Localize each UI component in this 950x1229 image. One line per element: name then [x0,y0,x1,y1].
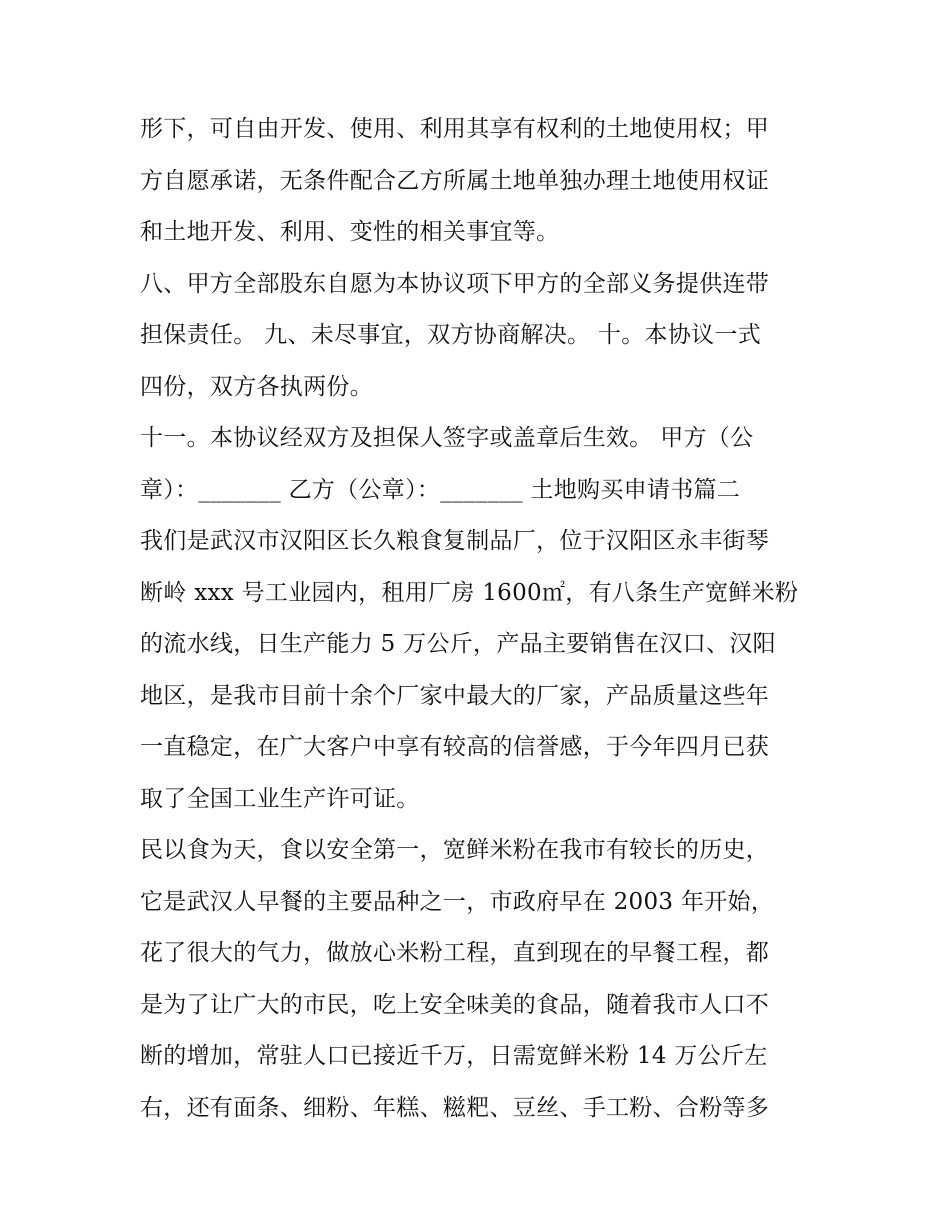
text-line: 的流水线，日生产能力 5 万公斤，产品主要销售在汉口、汉阳 [140,631,776,657]
text-line: 地区，是我市目前十余个厂家中最大的厂家，产品质量这些年 [140,682,770,709]
text-line: 我们是武汉市汉阳区长久粮食复制品厂，位于汉阳区永丰街琴 [140,528,770,554]
text-line: 是为了让广大的市民，吃上安全味美的食品，随着我市人口不 [140,991,770,1018]
text-line: 八、甲方全部股东自愿为本协议项下甲方的全部义务提供连带 [140,270,770,297]
document-body [140,104,820,1134]
text-line: 它是武汉人早餐的主要品种之一，市政府早在 2003 年开始， [140,888,775,915]
text-line: 断的增加，常驻人口已接近千万，日需宽鲜米粉 14 万公斤左 [140,1043,768,1069]
text-line: 一直稳定，在广大客户中享有较高的信誉感，于今年四月已获 [140,734,770,760]
text-line: 花了很大的气力，做放心米粉工程，直到现在的早餐工程，都 [140,940,770,966]
text-line: 章）：_______ 乙方（公章）：_______ 土地购买申请书篇二 [140,476,741,503]
text-line: 四份，双方各执两份。 [140,373,373,400]
text-line: 断岭 xxx 号工业园内，租用厂房 1600㎡，有八条生产宽鲜米粉 [140,579,799,606]
text-line: 右，还有面条、细粉、年糕、糍粑、豆丝、手工粉、合粉等多 [140,1094,770,1121]
text-line: 和土地开发、利用、变性的相关事宜等。 [140,219,560,245]
text-line: 方自愿承诺，无条件配合乙方所属土地单独办理土地使用权证 [140,167,770,194]
text-line: 形下，可自由开发、使用、利用其享有权利的土地使用权；甲 [140,116,770,142]
text-line: 取了全国工业生产许可证。 [140,785,420,812]
text-line: 担保责任。 九、未尽事宜，双方协商解决。 十。本协议一式 [140,322,762,348]
text-line: 民以食为天，食以安全第一，宽鲜米粉在我市有较长的历史， [140,837,770,863]
text-line: 十一。本协议经双方及担保人签字或盖章后生效。 甲方（公 [140,425,754,451]
